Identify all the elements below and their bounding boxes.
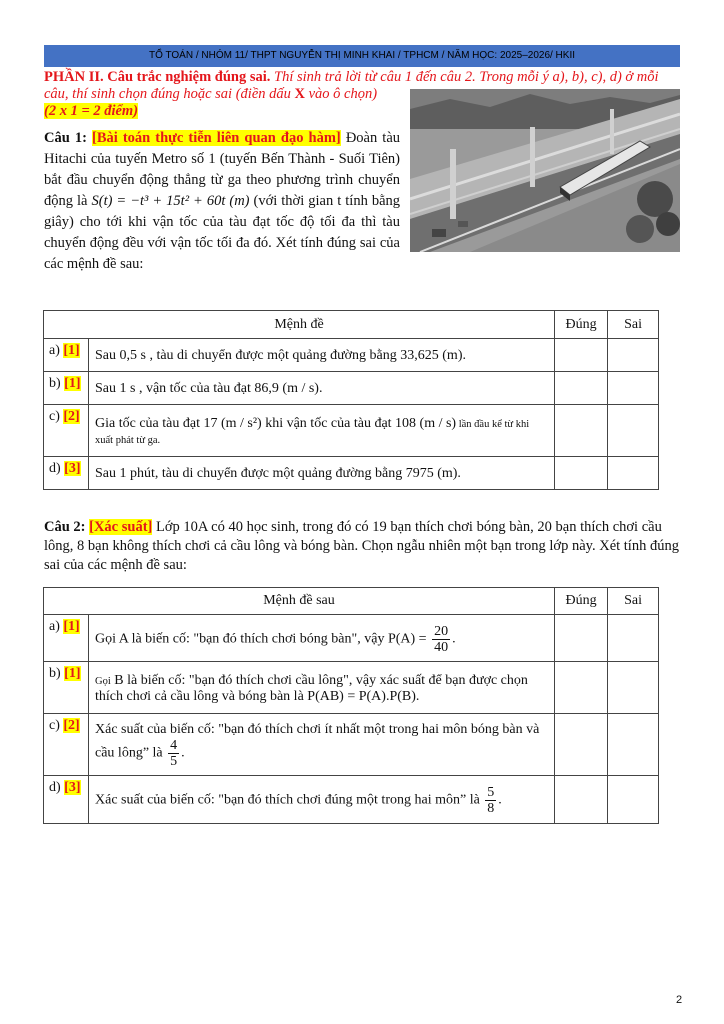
q2-col-statement: Mệnh đề sau <box>44 588 555 615</box>
false-answer-cell[interactable] <box>608 776 659 824</box>
true-answer-cell[interactable] <box>555 405 608 457</box>
row-statement-main: Xác suất của biến cố: "bạn đó thích chơi ít nhất một trong hai môn bóng bàn và cầu lông” là <box>95 722 540 761</box>
row-statement <box>89 662 555 714</box>
row-letter: c) <box>49 409 60 424</box>
row-statement-main: Gọi A là biến cố: "bạn đó thích chơi bóng bàn", vậy P(A) = <box>95 631 431 647</box>
q1-col-false: Sai <box>608 311 659 339</box>
q2-body: Lớp 10A có 40 học sinh, trong đó có 19 bạn thích chơi bóng bàn, 20 bạn thích chơi cầu lông, 8 bạn không thích chơi cả cầu lông và bóng bàn. Chọn ngẫu nhiên một bạn trong lớp này. Xét tính đúng sai của các mệnh đề sau: <box>44 519 679 573</box>
header-text: TỔ TOÁN / NHÓM 11/ THPT NGUYỄN THỊ MINH KHAI / TPHCM / NĂM HỌC: 2025–2026/ HKII <box>148 50 576 61</box>
part-instruction-x: X <box>294 86 305 102</box>
row-label <box>44 615 89 662</box>
metro-train-photo <box>410 89 680 252</box>
table-row <box>44 776 659 824</box>
row-statement <box>89 714 555 776</box>
row-label <box>44 405 89 457</box>
q1-table-header <box>44 311 659 339</box>
fraction <box>485 785 496 816</box>
question-2-table <box>43 587 659 824</box>
row-label <box>44 372 89 405</box>
row-label <box>44 714 89 776</box>
table-row <box>44 405 659 457</box>
part-title: PHẦN II. Câu trắc nghiệm đúng sai. <box>44 69 271 85</box>
table-row <box>44 372 659 405</box>
row-letter: a) <box>49 619 60 634</box>
q2-tag: [Xác suất] <box>89 519 153 535</box>
q2-col-false: Sai <box>608 588 659 615</box>
q1-tag: [Bài toán thực tiễn liên quan đạo hàm] <box>92 130 341 146</box>
table-row <box>44 615 659 662</box>
q1-col-true: Đúng <box>555 311 608 339</box>
false-answer-cell[interactable] <box>608 662 659 714</box>
q2-table-header <box>44 588 659 615</box>
q1-formula: S(t) = −t³ + 15t² + 60t (m) <box>91 193 250 209</box>
row-level: [3] <box>64 461 81 476</box>
part-instruction-b: vào ô chọn) <box>305 86 378 102</box>
false-answer-cell[interactable] <box>608 405 659 457</box>
row-level: [1] <box>63 619 80 634</box>
false-answer-cell[interactable] <box>608 615 659 662</box>
row-letter: c) <box>49 718 60 733</box>
row-level: [1] <box>64 376 81 391</box>
fraction-numerator: 20 <box>434 623 449 639</box>
fraction <box>432 624 450 655</box>
row-statement-main: B là biến cố: "bạn đó thích chơi cầu lông", vậy xác suất để bạn được chọn thích chơi cả cầu lông và bóng bàn là P(AB) = P(A).P(B). <box>95 672 528 704</box>
row-label <box>44 776 89 824</box>
row-label <box>44 339 89 372</box>
part-score: (2 x 1 = 2 điểm) <box>44 103 139 119</box>
row-letter: b) <box>49 376 61 391</box>
row-statement-main: Gia tốc của tàu đạt 17 (m / s²) khi vận tốc của tàu đạt 108 (m / s) <box>95 415 457 431</box>
true-answer-cell[interactable] <box>555 776 608 824</box>
fraction-numerator: 4 <box>170 738 178 753</box>
false-answer-cell[interactable] <box>608 372 659 405</box>
page-number: 2 <box>676 994 683 1006</box>
q2-col-true: Đúng <box>555 588 608 615</box>
row-statement-small: lần đầu kể từ khi xuất phát từ ga. <box>95 418 530 446</box>
table-row <box>44 714 659 776</box>
row-statement: Sau 1 s , vận tốc của tàu đạt 86,9 (m / s). <box>89 372 555 405</box>
true-answer-cell[interactable] <box>555 372 608 405</box>
row-statement-end: . <box>181 745 185 761</box>
row-level: [1] <box>63 343 80 358</box>
question-1-text <box>44 128 400 275</box>
true-answer-cell[interactable] <box>555 339 608 372</box>
false-answer-cell[interactable] <box>608 457 659 490</box>
q2-label: Câu 2: <box>44 519 86 535</box>
row-statement-end: . <box>452 631 456 647</box>
row-letter: d) <box>49 461 61 476</box>
row-statement <box>89 405 555 457</box>
row-label <box>44 457 89 490</box>
row-statement <box>89 776 555 824</box>
false-answer-cell[interactable] <box>608 714 659 776</box>
false-answer-cell[interactable] <box>608 339 659 372</box>
row-level: [2] <box>63 718 80 733</box>
row-statement-end: . <box>498 792 502 808</box>
fraction <box>168 738 179 769</box>
q1-text-a: Đoàn tàu Hitachi của tuyến Metro số 1 (tuyến Bến Thành - Suối Tiên) bắt đầu chuyển động thẳng từ ga theo phương trình chuyển động là <box>44 130 401 209</box>
row-letter: b) <box>49 666 61 681</box>
true-answer-cell[interactable] <box>555 615 608 662</box>
table-row <box>44 457 659 490</box>
row-statement-main: Xác suất của biến cố: "bạn đó thích chơi đúng một trong hai môn” là <box>95 792 484 808</box>
fraction-denominator: 8 <box>487 801 495 816</box>
fraction-numerator: 5 <box>487 785 495 800</box>
part-instruction-a: Thí sinh trả lời từ câu 1 đến câu 2. Trong mỗi ý a), b), c), d) ở mỗi câu, thí sinh chọn đúng hoặc sai (điền dấu <box>44 69 659 102</box>
row-level: [1] <box>64 666 81 681</box>
row-statement: Sau 0,5 s , tàu di chuyển được một quảng đường bằng 33,625 (m). <box>89 339 555 372</box>
metro-photo-image <box>410 89 680 252</box>
true-answer-cell[interactable] <box>555 714 608 776</box>
question-1-table <box>43 310 659 490</box>
fraction-denominator: 40 <box>434 639 449 655</box>
true-answer-cell[interactable] <box>555 662 608 714</box>
page-header-bar <box>44 45 680 67</box>
q1-col-statement: Mệnh đề <box>44 311 555 339</box>
fraction-denominator: 5 <box>170 754 178 769</box>
row-statement-small: Gọi <box>95 675 111 687</box>
question-2-text <box>44 518 680 575</box>
table-row <box>44 339 659 372</box>
true-answer-cell[interactable] <box>555 457 608 490</box>
row-letter: d) <box>49 780 61 795</box>
q1-label: Câu 1: <box>44 130 87 146</box>
row-letter: a) <box>49 343 60 358</box>
row-label <box>44 662 89 714</box>
table-row <box>44 662 659 714</box>
row-level: [2] <box>63 409 80 424</box>
row-level: [3] <box>64 780 81 795</box>
row-statement <box>89 615 555 662</box>
row-statement: Sau 1 phút, tàu di chuyển được một quảng đường bằng 7975 (m). <box>89 457 555 490</box>
q1-text-b: (với thời gian t tính bằng giây) cho tới khi vận tốc của tàu đạt tốc độ tối đa thì tàu chuyển động đều với vận tốc tối đa đó. Xét tính đúng sai của các mệnh đề sau: <box>44 193 401 272</box>
